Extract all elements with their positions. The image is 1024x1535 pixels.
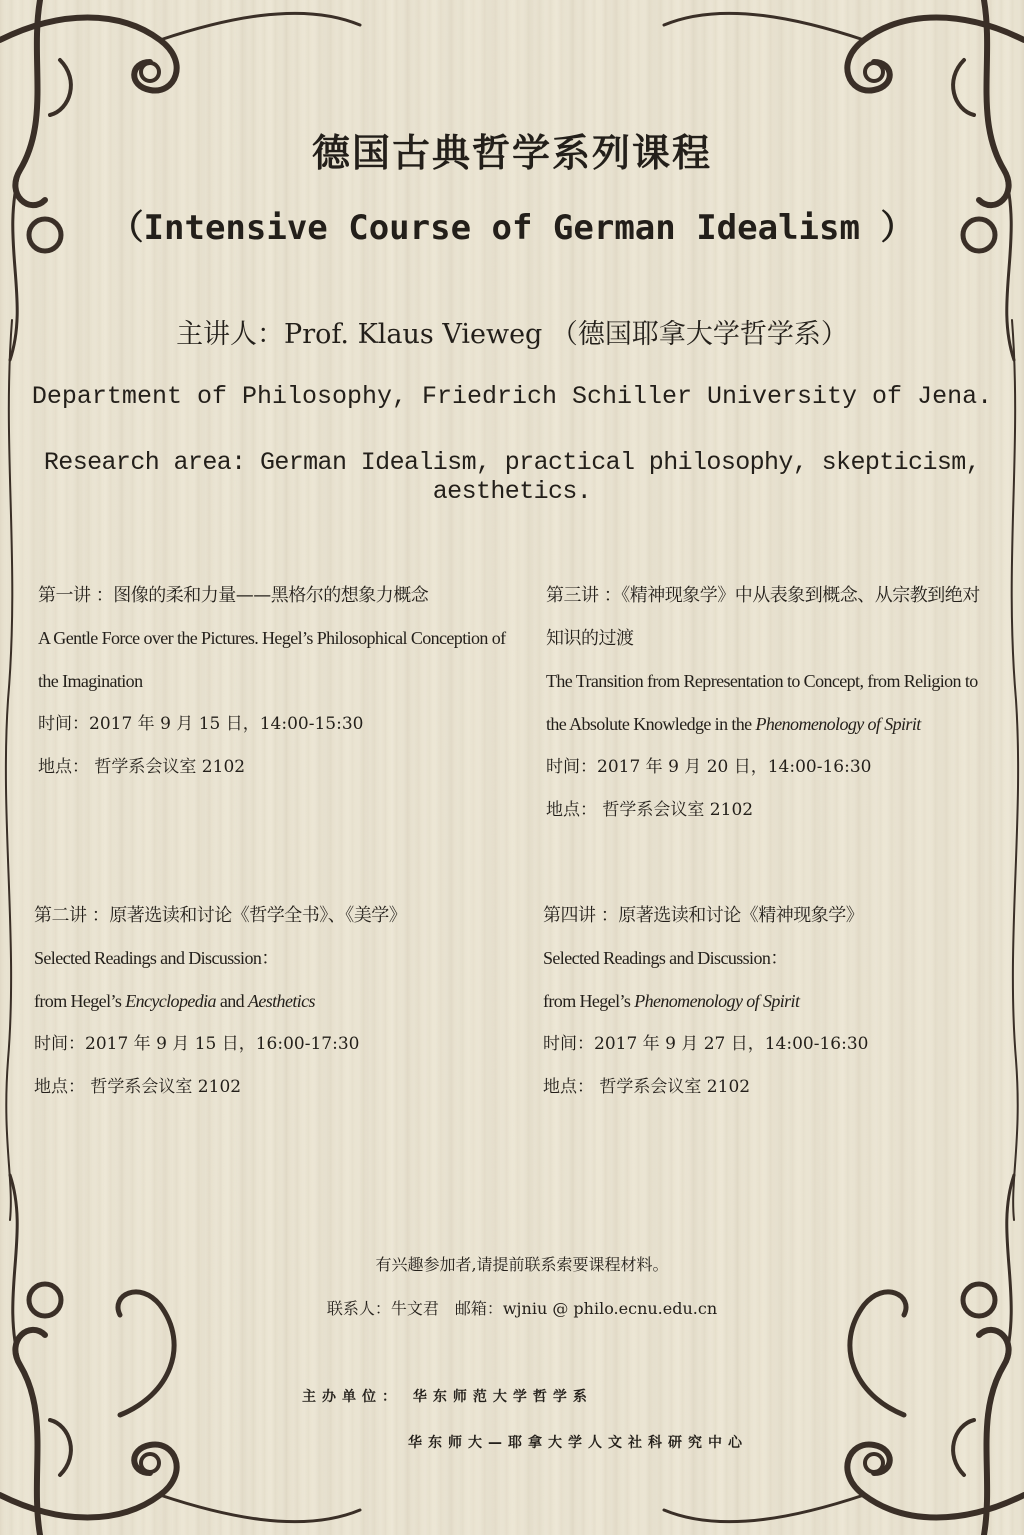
lecture-3 — [546, 574, 986, 832]
corner-ornament-bottom-right — [664, 1175, 1024, 1535]
lecture-4-title-en-line2 — [543, 980, 983, 1023]
lecture-2-title-en-aesthetics: Aesthetics — [247, 991, 315, 1011]
corner-ornament-top-right — [664, 0, 1024, 360]
lecture-4 — [543, 894, 983, 1109]
lecture-4-title-en-phenomenology: Phenomenology of Spirit — [634, 991, 800, 1011]
lecture-3-place: 地点： 哲学系会议室 2102 — [546, 800, 754, 820]
lecture-3-title-en-text: The Transition from Representation to Concept, from Religion to the Absolute Knowledge in the — [546, 671, 978, 734]
lecture-1-title-en: A Gentle Force over the Pictures. Hegel’s Philosophical Conception of the Imagination — [38, 628, 506, 691]
contact-info: 联系人：牛文君 邮箱：wjniu @ philo.ecnu.edu.cn — [326, 1299, 718, 1318]
lecture-2-title-en-from: from Hegel’s — [34, 991, 126, 1011]
department-line: Department of Philosophy, Friedrich Schiller University of Jena. — [31, 382, 993, 411]
lecture-3-time: 时间：2017 年 9 月 20 日，14:00-16:30 — [546, 757, 872, 777]
lecture-2-time: 时间：2017 年 9 月 15 日，16:00-17:30 — [34, 1034, 360, 1054]
lecture-1 — [38, 574, 508, 789]
page-title-chinese: 德国古典哲学系列课程 — [311, 130, 712, 175]
corner-ornament-bottom-left — [0, 1175, 360, 1535]
lecture-4-title-en-line1: Selected Readings and Discussion： — [543, 948, 788, 968]
research-area-line: Research area: German Idealism, practical philosophy, skepticism, aesthetics. — [43, 448, 981, 506]
corner-ornament-top-left — [0, 0, 360, 360]
lecture-2 — [34, 894, 504, 1109]
lecture-4-title-cn: 第四讲 ：原著选读和讨论《精神现象学》 — [543, 905, 864, 926]
contact-note: 有兴趣参加者,请提前联系索要课程材料。 — [375, 1255, 669, 1274]
lecture-4-title-en-from: from Hegel’s — [543, 991, 635, 1011]
lecture-2-title-en-encyclopedia: Encyclopedia — [125, 991, 216, 1011]
lecture-4-place: 地点： 哲学系会议室 2102 — [543, 1077, 751, 1097]
lecturer-line: 主讲人：Prof. Klaus Vieweg （德国耶拿大学哲学系） — [176, 319, 848, 350]
lecture-2-title-en-and: and — [215, 991, 248, 1011]
page-title-english: （Intensive Course of German Idealism ） — [109, 208, 915, 248]
host-co-organizer: 华东师大—耶拿大学人文社科研究中心 — [408, 1435, 748, 1451]
lecture-4-time: 时间：2017 年 9 月 27 日，14:00-16:30 — [543, 1034, 869, 1054]
lecture-1-title-cn: 第一讲 ：图像的柔和力量——黑格尔的想象力概念 — [38, 585, 429, 606]
host-organizer: 主办单位： 华东师范大学哲学系 — [302, 1389, 593, 1405]
lecture-3-title-en — [546, 660, 986, 746]
lecture-2-title-en-line1: Selected Readings and Discussion： — [34, 948, 279, 968]
lecture-2-place: 地点： 哲学系会议室 2102 — [34, 1077, 242, 1097]
lecture-1-time: 时间：2017 年 9 月 15 日，14:00-15:30 — [38, 714, 364, 734]
lecture-2-title-en-line2 — [34, 980, 504, 1023]
lecture-3-title-cn: 第三讲 ：《精神现象学》中从表象到概念、从宗教到绝对知识的过渡 — [546, 585, 980, 649]
lecture-1-place: 地点： 哲学系会议室 2102 — [38, 757, 246, 777]
lecture-3-title-en-italic: Phenomenology of Spirit — [755, 714, 921, 734]
lecture-2-title-cn: 第二讲 ：原著选读和讨论《哲学全书》、《美学》 — [34, 905, 407, 926]
